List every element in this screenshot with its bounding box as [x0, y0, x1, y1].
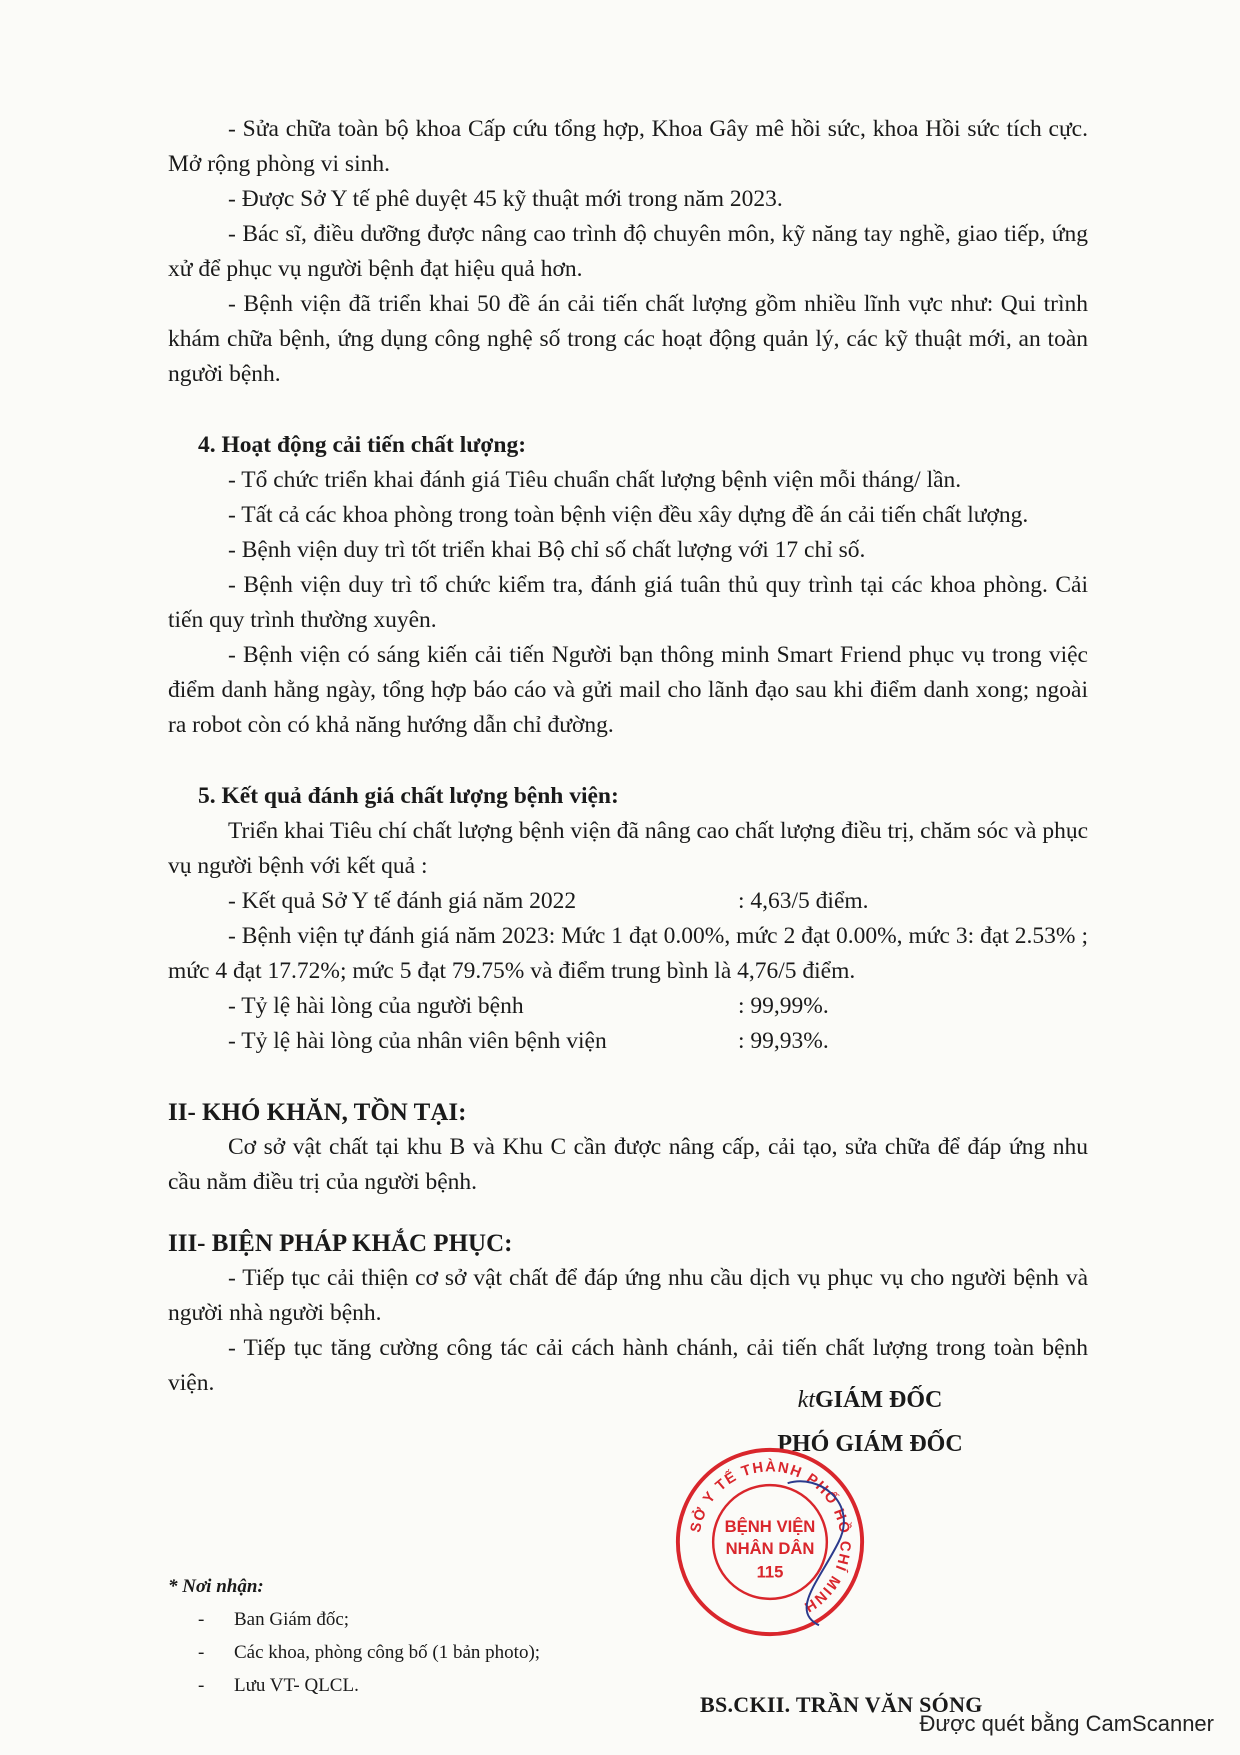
section-iii-item: - Tiếp tục cải thiện cơ sở vật chất để đáp ứng nhu cầu dịch vụ phục vụ cho người bệnh và người nhà người bệnh. — [168, 1265, 1088, 1326]
result-row-2022 — [168, 884, 1088, 919]
signature-title-deputy: PHÓ GIÁM ĐỐC — [777, 1431, 963, 1457]
section-5-intro: Triển khai Tiêu chí chất lượng bệnh viện đã nâng cao chất lượng điều trị, chăm sóc và phục vụ người bệnh với kết quả : — [168, 818, 1088, 879]
section-iii-item: - Tiếp tục tăng cường công tác cải cách hành chánh, cải tiến chất lượng trong toàn bệnh viện. — [168, 1335, 1088, 1396]
paragraph-improvement-projects: - Bệnh viện đã triển khai 50 đề án cải tiến chất lượng gồm nhiều lĩnh vực như: Qui trình khám chữa bệnh, ứng dụng công nghệ số trong các hoạt động quản lý, các kỹ thuật mới, an toàn người bệnh. — [168, 291, 1088, 387]
recipients-list — [168, 1603, 540, 1702]
recipient-item: - Ban Giám đốc; — [198, 1609, 350, 1630]
section-iii-heading: III- BIỆN PHÁP KHẮC PHỤC: — [168, 1230, 513, 1257]
section-4-heading: 4. Hoạt động cải tiến chất lượng: — [198, 432, 527, 458]
stamp-line-3: 115 — [756, 1562, 784, 1582]
result-row-patient-satisfaction — [168, 989, 1088, 1024]
result-value: : 99,93%. — [738, 1028, 829, 1054]
self-evaluation-2023: - Bệnh viện tự đánh giá năm 2023: Mức 1 đạt 0.00%, mức 2 đạt 0.00%, mức 3: đạt 2.53% ; mức 4 đạt 17.72%; mức 5 đạt 79.75% và điểm trung bình là 4,76/5 điểm. — [168, 923, 1088, 984]
result-value: : 99,99%. — [738, 993, 829, 1019]
section-4-item: - Bệnh viện duy trì tốt triển khai Bộ chỉ số chất lượng với 17 chỉ số. — [228, 537, 866, 563]
result-value: : 4,63/5 điểm. — [738, 888, 869, 914]
paragraph-repair: - Sửa chữa toàn bộ khoa Cấp cứu tổng hợp, Khoa Gây mê hồi sức, khoa Hồi sức tích cực. Mở rộng phòng vi sinh. — [168, 116, 1088, 177]
signature-kt-mark: kt — [797, 1387, 815, 1413]
scanner-watermark: Được quét bằng CamScanner — [919, 1711, 1214, 1736]
recipient-item: - Các khoa, phòng công bố (1 bản photo); — [198, 1642, 541, 1663]
stamp-line-2: NHÂN DÂN — [725, 1538, 815, 1558]
paragraph-staff-training: - Bác sĩ, điều dưỡng được nâng cao trình độ chuyên môn, kỹ năng tay nghề, giao tiếp, ứng xử để phục vụ người bệnh đạt hiệu quả hơn. — [168, 221, 1088, 282]
section-4-item: - Bệnh viện duy trì tổ chức kiểm tra, đánh giá tuân thủ quy trình tại các khoa phòng. Cải tiến quy trình thường xuyên. — [168, 572, 1088, 633]
stamp-line-1: BỆNH VIỆN — [724, 1517, 816, 1537]
signature-title-director: ktGIÁM ĐỐC — [797, 1387, 943, 1413]
result-row-staff-satisfaction — [168, 1024, 1088, 1059]
result-label: - Tỷ lệ hài lòng của nhân viên bệnh viện — [228, 1028, 607, 1054]
recipient-item: - Lưu VT- QLCL. — [198, 1675, 359, 1696]
section-5-heading: 5. Kết quả đánh giá chất lượng bệnh viện: — [198, 783, 619, 809]
signer-name: BS.CKII. TRẦN VĂN SÓNG — [700, 1692, 983, 1717]
section-ii-text: Cơ sở vật chất tại khu B và Khu C cần được nâng cấp, cải tạo, sửa chữa để đáp ứng nhu cầu nằm điều trị của người bệnh. — [168, 1134, 1088, 1195]
document-body — [168, 112, 1088, 1401]
section-ii-heading: II- KHÓ KHĂN, TỒN TẠI: — [168, 1099, 467, 1126]
paragraph-new-techniques: - Được Sở Y tế phê duyệt 45 kỹ thuật mới trong năm 2023. — [228, 186, 783, 212]
recipients-block — [168, 1570, 540, 1702]
section-4-item: - Bệnh viện có sáng kiến cải tiến Người bạn thông minh Smart Friend phục vụ trong việc điểm danh hằng ngày, tổng hợp báo cáo và gửi mail cho lãnh đạo sau khi điểm danh xong; ngoài ra robot còn có khả năng hướng dẫn chỉ đường. — [168, 642, 1088, 738]
stamp-ring-text: SỞ Y TẾ THÀNH PHỐ HỒ CHÍ MINH — [688, 1459, 853, 1616]
result-label: - Tỷ lệ hài lòng của người bệnh — [228, 993, 524, 1019]
hospital-stamp-seal — [672, 1444, 868, 1640]
section-4-item: - Tất cả các khoa phòng trong toàn bệnh viện đều xây dựng đề án cải tiến chất lượng. — [228, 502, 1029, 528]
section-4-item: - Tổ chức triển khai đánh giá Tiêu chuẩn chất lượng bệnh viện mỗi tháng/ lần. — [228, 467, 962, 493]
result-label: - Kết quả Sở Y tế đánh giá năm 2022 — [228, 888, 577, 914]
recipients-title: * Nơi nhận: — [168, 1576, 264, 1597]
